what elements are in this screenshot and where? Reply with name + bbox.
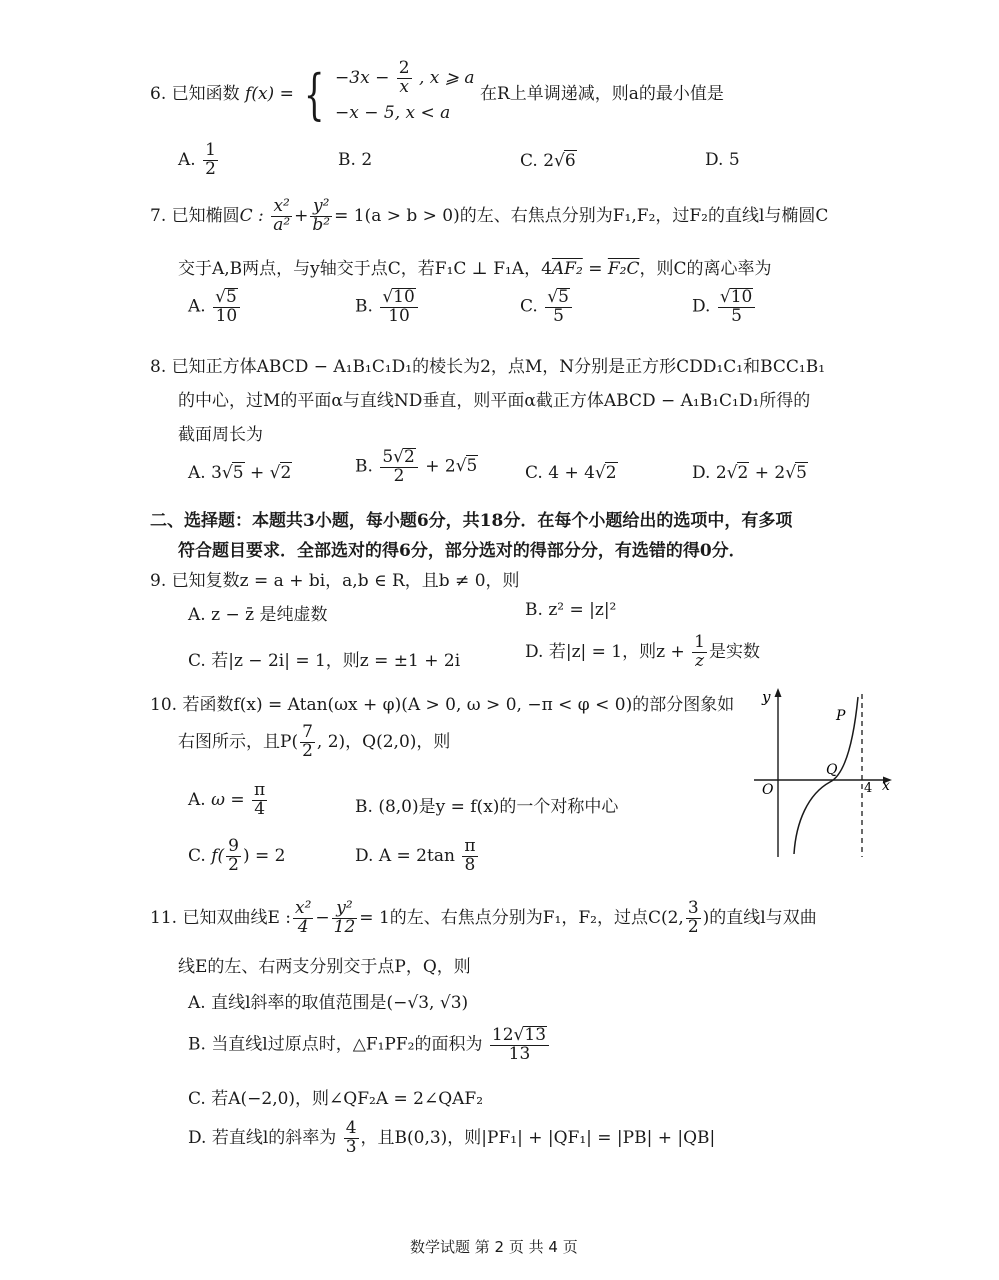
- option-a: A. 3√5 + √2: [188, 463, 292, 483]
- y-axis-label: y: [762, 688, 771, 706]
- option-a: A. $\frac{√5}{10}$: [188, 288, 242, 326]
- question-10: 10. 若函数f(x) = Atan(ωx + φ)(A > 0, ω > 0, −π < φ < 0)的部分图象如: [150, 695, 735, 715]
- brace: {: [304, 62, 325, 126]
- section-heading: 二、选择题：本题共3小题，每小题6分，共18分．在每个小题给出的选项中，有多项: [150, 511, 793, 531]
- option-d: D. $\frac{√10}{5}$: [692, 288, 757, 326]
- question-8-line-2: 的中心，过M的平面α与直线ND垂直，则平面α截正方体ABCD − A₁B₁C₁D₁所得的: [178, 391, 811, 411]
- option-a: A. z − z̄ 是纯虚数: [188, 605, 328, 625]
- question-number: 10.: [150, 695, 178, 715]
- option-b: B. 2: [338, 150, 373, 170]
- point-p-label: P: [836, 708, 846, 724]
- function-expr: f(x) =: [245, 84, 294, 104]
- x-axis-label: x: [882, 778, 890, 794]
- option-c: C. 若A(−2,0)，则∠QF₂A = 2∠QAF₂: [188, 1089, 484, 1109]
- question-10-line-2: 右图所示，且P( $\frac{7}{2}$ , 2)，Q(2,0)，则: [178, 722, 451, 761]
- option-a: A. $\frac{1}{2}$: [178, 140, 216, 179]
- tick-label-4: 4: [864, 781, 873, 796]
- question-number: 11.: [150, 907, 178, 928]
- option-b: B. $\frac{√10}{10}$: [355, 288, 420, 326]
- option-b: B. z² = |z|²: [525, 600, 617, 620]
- question-11: 11. 已知双曲线E : $\frac{\text{x²}}{4}$ − $\frac{\text{y²}}{12}$ = 1的左、右焦点分别为F₁，F₂，过点C(2, $\frac{3}{2}$ )的直线l与双曲: [150, 898, 817, 937]
- option-c: C. 若|z − 2i| = 1，则z = ±1 + 2i: [188, 651, 461, 671]
- option-b: B. $\frac{5√2}{2}$ + 2√5: [355, 447, 478, 486]
- option-b: B. (8,0)是y = f(x)的一个对称中心: [355, 797, 619, 817]
- option-b: B. 当直线l过原点时，△F₁PF₂的面积为 $\frac{12√13}{13}$: [188, 1026, 551, 1064]
- origin-label: O: [762, 782, 774, 798]
- case-2: −x − 5, x < a: [335, 102, 451, 123]
- y-axis-arrow: [775, 688, 782, 697]
- question-number: 6.: [150, 84, 167, 104]
- question-11-line-2: 线E的左、右两支分别交于点P，Q，则: [178, 957, 471, 977]
- question-number: 9.: [150, 571, 167, 591]
- option-d: D. A = 2tan $\frac{\pi}{8}$: [355, 836, 476, 875]
- point-q-label: Q: [826, 762, 838, 778]
- question-8: 8. 已知正方体ABCD − A₁B₁C₁D₁的棱长为2，点M，N分别是正方形CDD₁C₁和BCC₁B₁: [150, 357, 826, 377]
- question-text: 在R上单调递减，则a的最小值是: [479, 84, 724, 104]
- option-c: C. 4 + 4√2: [525, 463, 617, 483]
- case-1: −3x − $\frac{2}{x}$ , x ⩾ a: [335, 58, 475, 97]
- option-c: C. f( $\frac{9}{2}$ ) = 2: [188, 836, 286, 875]
- question-9: 9. 已知复数z = a + bi，a,b ∈ R，且b ≠ 0，则: [150, 571, 520, 591]
- option-d: D. 若|z| = 1，则z + $\frac{1}{z}$ 是实数: [525, 632, 760, 671]
- page-footer: 数学试题 第 2 页 共 4 页: [410, 1238, 578, 1256]
- question-7: 7. 已知椭圆C : $\frac{\text{x²}}{\text{a²}}$ + $\frac{\text{y²}}{\text{b²}}$ = 1(a > b > 0)的左、右焦点分别为F₁,F₂，过F₂的直线l与椭圆C: [150, 196, 829, 235]
- option-d: D. 若直线l的斜率为 $\frac{4}{3}$ ，且B(0,3)，则|PF₁| + |QF₁| = |PB| + |QB|: [188, 1118, 716, 1157]
- question-6: [150, 60, 724, 129]
- option-a: A. ω = $\frac{\pi}{4}$: [188, 780, 266, 819]
- question-8-line-3: 截面周长为: [178, 425, 263, 445]
- question-text: 已知函数: [171, 84, 240, 104]
- question-number: 7.: [150, 205, 167, 226]
- question-7-line-2: 交于A,B两点，与y轴交于点C，若F₁C ⊥ F₁A，4AF₂ = F₂C，则C的离心率为: [178, 259, 772, 279]
- option-d: D. 5: [705, 150, 740, 170]
- option-c: C. 2√6: [520, 151, 576, 171]
- tangent-graph: [750, 682, 900, 862]
- option-a: A. 直线l斜率的取值范围是(−√3, √3): [188, 993, 469, 1013]
- option-c: C. $\frac{√5}{5}$: [520, 288, 574, 326]
- option-d: D. 2√2 + 2√5: [692, 463, 807, 483]
- question-number: 8.: [150, 357, 167, 377]
- piecewise-cases: [335, 60, 475, 129]
- section-heading-line-2: 符合题目要求．全部选对的得6分，部分选对的得部分分，有选错的得0分．: [178, 541, 746, 561]
